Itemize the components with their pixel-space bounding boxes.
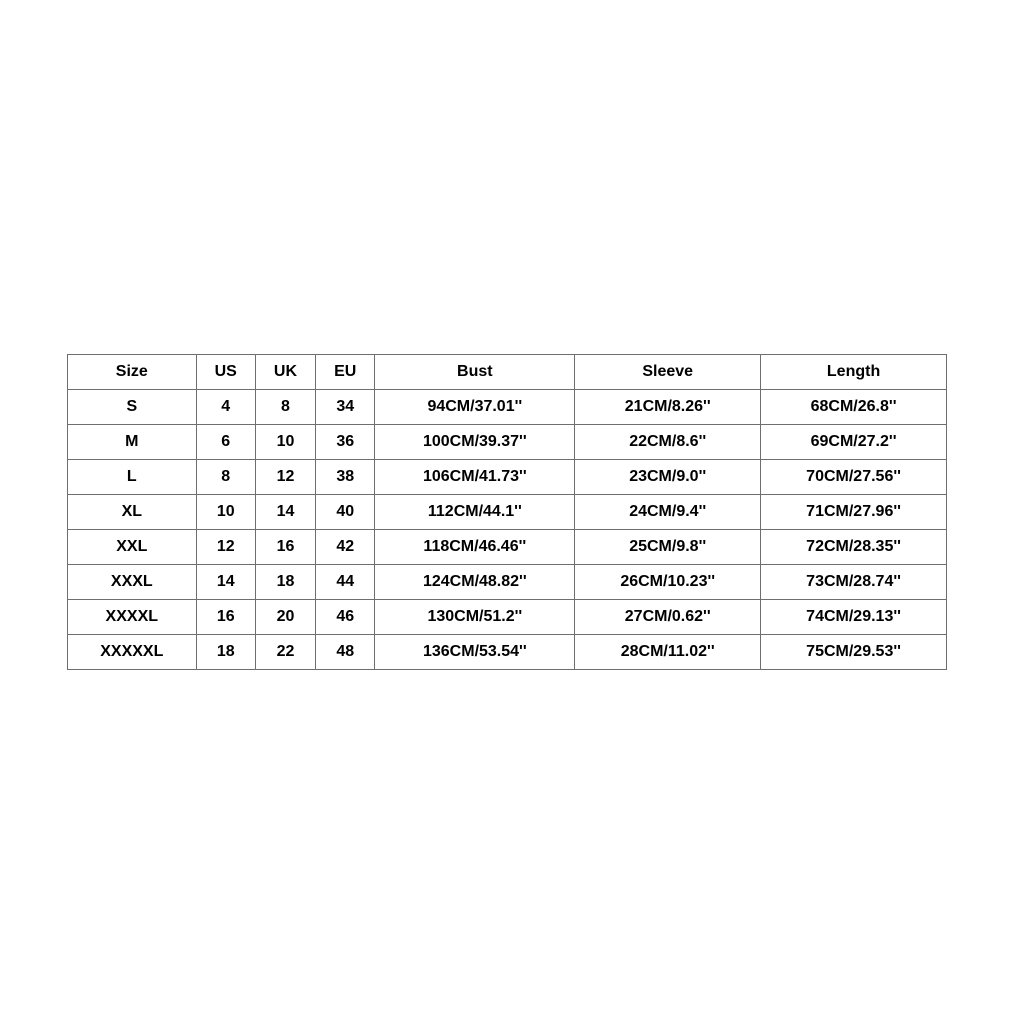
cell-length: 70CM/27.56'' [761, 460, 947, 495]
cell-size: XL [68, 495, 197, 530]
cell-us: 16 [196, 600, 255, 635]
cell-eu: 46 [316, 600, 375, 635]
cell-us: 14 [196, 565, 255, 600]
cell-us: 6 [196, 425, 255, 460]
table-row [68, 425, 947, 460]
cell-uk: 20 [255, 600, 315, 635]
cell-length: 69CM/27.2'' [761, 425, 947, 460]
cell-sleeve: 22CM/8.6'' [575, 425, 761, 460]
header-size: Size [68, 355, 197, 390]
cell-size: XXXL [68, 565, 197, 600]
cell-eu: 34 [316, 390, 375, 425]
cell-eu: 44 [316, 565, 375, 600]
cell-us: 10 [196, 495, 255, 530]
cell-length: 71CM/27.96'' [761, 495, 947, 530]
cell-length: 68CM/26.8'' [761, 390, 947, 425]
cell-us: 12 [196, 530, 255, 565]
cell-uk: 16 [255, 530, 315, 565]
cell-eu: 40 [316, 495, 375, 530]
cell-bust: 112CM/44.1'' [375, 495, 575, 530]
cell-bust: 130CM/51.2'' [375, 600, 575, 635]
cell-bust: 100CM/39.37'' [375, 425, 575, 460]
cell-size: S [68, 390, 197, 425]
header-sleeve: Sleeve [575, 355, 761, 390]
cell-sleeve: 21CM/8.26'' [575, 390, 761, 425]
cell-bust: 94CM/37.01'' [375, 390, 575, 425]
cell-size: L [68, 460, 197, 495]
cell-us: 4 [196, 390, 255, 425]
table-row [68, 600, 947, 635]
cell-size: M [68, 425, 197, 460]
cell-bust: 124CM/48.82'' [375, 565, 575, 600]
cell-uk: 8 [255, 390, 315, 425]
cell-sleeve: 23CM/9.0'' [575, 460, 761, 495]
cell-bust: 106CM/41.73'' [375, 460, 575, 495]
header-bust: Bust [375, 355, 575, 390]
cell-eu: 36 [316, 425, 375, 460]
cell-sleeve: 28CM/11.02'' [575, 635, 761, 670]
cell-size: XXL [68, 530, 197, 565]
cell-sleeve: 24CM/9.4'' [575, 495, 761, 530]
cell-bust: 136CM/53.54'' [375, 635, 575, 670]
cell-uk: 12 [255, 460, 315, 495]
cell-eu: 38 [316, 460, 375, 495]
cell-uk: 10 [255, 425, 315, 460]
cell-size: XXXXL [68, 600, 197, 635]
cell-length: 72CM/28.35'' [761, 530, 947, 565]
cell-uk: 14 [255, 495, 315, 530]
cell-eu: 48 [316, 635, 375, 670]
header-eu: EU [316, 355, 375, 390]
header-us: US [196, 355, 255, 390]
cell-length: 73CM/28.74'' [761, 565, 947, 600]
table-row [68, 635, 947, 670]
header-uk: UK [255, 355, 315, 390]
cell-size: XXXXXL [68, 635, 197, 670]
cell-us: 18 [196, 635, 255, 670]
table-row [68, 460, 947, 495]
cell-bust: 118CM/46.46'' [375, 530, 575, 565]
cell-uk: 22 [255, 635, 315, 670]
cell-uk: 18 [255, 565, 315, 600]
cell-length: 74CM/29.13'' [761, 600, 947, 635]
cell-sleeve: 26CM/10.23'' [575, 565, 761, 600]
table-row [68, 565, 947, 600]
header-row [68, 355, 947, 390]
cell-sleeve: 25CM/9.8'' [575, 530, 761, 565]
size-chart-table [67, 354, 947, 670]
table-row [68, 530, 947, 565]
table-row [68, 390, 947, 425]
header-length: Length [761, 355, 947, 390]
cell-us: 8 [196, 460, 255, 495]
cell-length: 75CM/29.53'' [761, 635, 947, 670]
cell-eu: 42 [316, 530, 375, 565]
cell-sleeve: 27CM/0.62'' [575, 600, 761, 635]
table-row [68, 495, 947, 530]
